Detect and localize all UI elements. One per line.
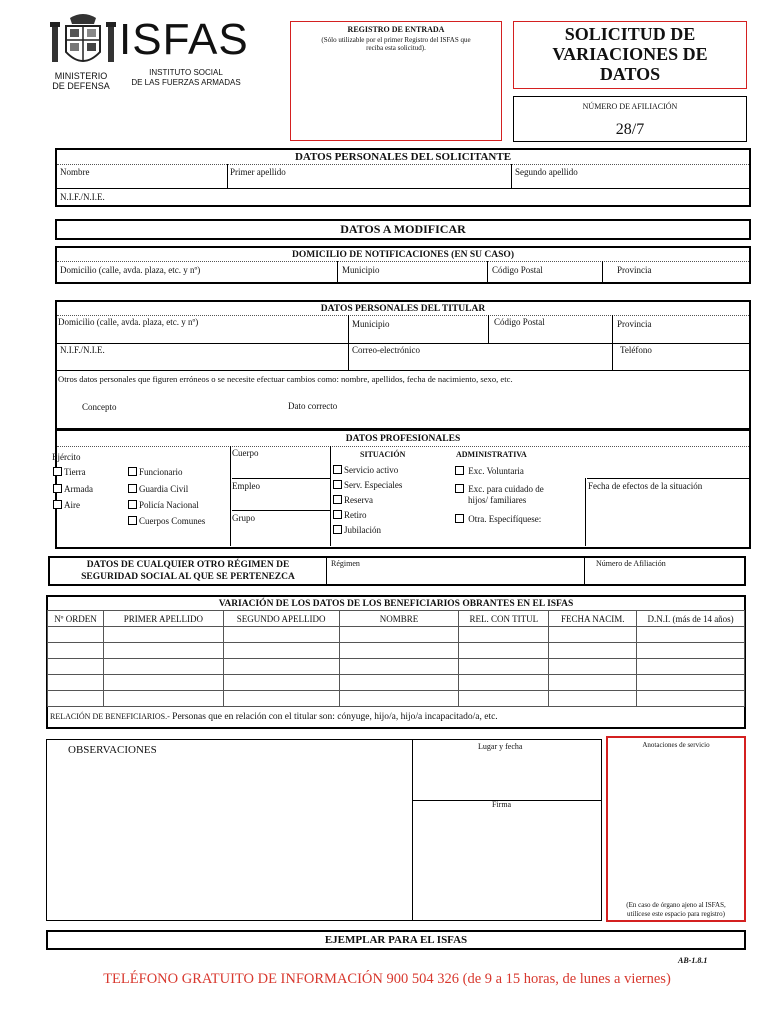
solicitante-title: DATOS PERSONALES DEL SOLICITANTE [294,151,512,163]
jubilacion-option[interactable]: Jubilación [333,525,381,536]
titular-telefono-field[interactable]: Teléfono [620,345,652,355]
column-header: Nº ORDEN [48,611,104,627]
relacion-beneficiarios-note: RELACIÓN DE BENEFICIARIOS.- Personas que en relación con el titular son: cónyuge, hijo/a, hijo/a incapacitado/a, etc. [50,712,498,722]
institute-line-1: INSTITUTO SOCIAL [149,68,223,77]
dato-correcto-field[interactable]: Dato correcto [288,401,338,411]
anotaciones-note-2: utilícese este espacio para registro) [627,910,725,918]
cuerpos-comunes-option[interactable]: Cuerpos Comunes [128,516,205,527]
checkbox-icon[interactable] [333,495,342,504]
form-code: AB-1.8.1 [678,956,708,965]
checkbox-icon[interactable] [333,510,342,519]
registro-note-2: reciba esta solicitud). [366,44,426,52]
table-row[interactable] [48,675,745,691]
anotaciones-title: Anotaciones de servicio [642,741,710,749]
ejercito-aire-option[interactable]: Aire [53,500,80,511]
ejercito-label: Ejército [52,452,81,462]
table-header-row [48,611,745,627]
exc-voluntaria-option[interactable]: Exc. Voluntaria [455,466,524,477]
exc-cuidado-line-2: hijos/ familiares [468,495,527,505]
ejercito-armada-option[interactable]: Armada [53,484,93,495]
beneficiarios-table [47,610,745,707]
column-header: D.N.I. (más de 14 años) [637,611,745,627]
concepto-field[interactable]: Concepto [82,402,117,412]
form-title-1: SOLICITUD DE [564,24,696,44]
table-row[interactable] [48,627,745,643]
regimen-field[interactable]: Régimen [331,559,360,568]
grupo-field[interactable]: Grupo [232,513,255,523]
column-header: PRIMER APELLIDO [103,611,223,627]
registro-note-1: (Sólo utilizable por el primer Registro del ISFAS que [321,36,471,44]
policia-nacional-option[interactable]: Policía Nacional [128,500,199,511]
observaciones-box [46,739,602,921]
institute-line-2: DE LAS FUERZAS ARMADAS [131,78,241,87]
registro-title: REGISTRO DE ENTRADA [347,25,445,34]
reserva-option[interactable]: Reserva [333,495,373,506]
servicio-activo-option[interactable]: Servicio activo [333,465,398,476]
profesionales-title: DATOS PROFESIONALES [345,434,461,444]
checkbox-icon[interactable] [455,484,464,493]
column-header: FECHA NACIM. [549,611,637,627]
segundo-apellido-field[interactable]: Segundo apellido [515,167,578,177]
ministry-line-1: MINISTERIO [54,71,108,81]
checkbox-icon[interactable] [53,500,62,509]
checkbox-icon[interactable] [128,500,137,509]
empleo-field[interactable]: Empleo [232,481,260,491]
checkbox-icon[interactable] [53,484,62,493]
checkbox-icon[interactable] [128,516,137,525]
telefono-gratuito-banner: TELÉFONO GRATUITO DE INFORMACIÓN 900 504 326 (de 9 a 15 horas, de lunes a viernes) [103,971,671,987]
numero-afiliacion-regimen-field[interactable]: Número de Afiliación [596,559,666,568]
anotaciones-box [606,736,746,922]
column-header: REL. CON TITUL [459,611,549,627]
domicilio-title: DOMICILIO DE NOTIFICACIONES (EN SU CASO) [292,250,514,260]
checkbox-icon[interactable] [455,466,464,475]
administrativa-label: ADMINISTRATIVA [456,450,527,459]
lugar-fecha-field[interactable]: Lugar y fecha [478,742,523,751]
titular-municipio-field[interactable]: Municipio [352,319,390,329]
exc-cuidado-option[interactable]: Exc. para cuidado de [455,484,544,495]
domicilio-municipio-field[interactable]: Municipio [342,265,380,275]
otra-option[interactable]: Otra. Especifíquese: [455,514,541,525]
domicilio-cp-field[interactable]: Código Postal [492,265,543,275]
table-row[interactable] [48,643,745,659]
cuerpo-field[interactable]: Cuerpo [232,448,259,458]
nombre-field[interactable]: Nombre [60,167,90,177]
situacion-label: SITUACIÓN [360,450,406,459]
firma-field[interactable]: Firma [492,800,512,809]
checkbox-icon[interactable] [333,480,342,489]
serv-especiales-option[interactable]: Serv. Especiales [333,480,402,491]
coat-of-arms-icon [50,12,116,72]
primer-apellido-field[interactable]: Primer apellido [230,167,286,177]
ejemplar-label: EJEMPLAR PARA EL ISFAS [324,934,468,946]
titular-domicilio-field[interactable]: Domicilio (calle, avda. plaza, etc. y nº) [58,317,199,327]
ministry-line-2: DE DEFENSA [52,81,110,91]
checkbox-icon[interactable] [455,514,464,523]
otro-regimen-title-2: SEGURIDAD SOCIAL AL QUE SE PERTENEZCA [81,572,295,582]
ejercito-tierra-option[interactable]: Tierra [53,467,86,478]
titular-correo-field[interactable]: Correo-electrónico [352,345,420,355]
checkbox-icon[interactable] [333,465,342,474]
anotaciones-note-1: (En caso de órgano ajeno al ISFAS, [626,901,726,909]
funcionario-option[interactable]: Funcionario [128,467,183,478]
otros-datos-note: Otros datos personales que figuren erróneos o se necesite efectuar cambios como: nombre, apellidos, fecha de nacimiento, sexo, etc. [58,374,513,384]
form-title-2: VARIACIONES DE [552,44,708,64]
guardia-civil-option[interactable]: Guardia Civil [128,484,188,495]
retiro-option[interactable]: Retiro [333,510,367,521]
titular-cp-field[interactable]: Código Postal [494,317,545,327]
column-header: NOMBRE [339,611,459,627]
beneficiarios-title: VARIACIÓN DE LOS DATOS DE LOS BENEFICIARIOS OBRANTES EN EL ISFAS [218,599,574,609]
domicilio-provincia-field[interactable]: Provincia [617,265,652,275]
fecha-efectos-field[interactable]: Fecha de efectos de la situación [588,481,703,491]
checkbox-icon[interactable] [128,467,137,476]
column-header: SEGUNDO APELLIDO [223,611,339,627]
afiliacion-value[interactable]: 28/7 [615,121,645,138]
form-title-3: DATOS [599,64,661,84]
table-row[interactable] [48,691,745,707]
checkbox-icon[interactable] [53,467,62,476]
afiliacion-label: NÚMERO DE AFILIACIÓN [582,102,678,111]
observaciones-title[interactable]: OBSERVACIONES [68,744,157,756]
modificar-title: DATOS A MODIFICAR [340,222,466,236]
checkbox-icon[interactable] [333,525,342,534]
titular-title: DATOS PERSONALES DEL TITULAR [320,304,486,314]
table-row[interactable] [48,659,745,675]
checkbox-icon[interactable] [128,484,137,493]
solicitante-nif-field[interactable]: N.I.F./N.I.E. [60,192,105,202]
otro-regimen-title-1: DATOS DE CUALQUIER OTRO RÉGIMEN DE [86,560,290,570]
domicilio-field[interactable]: Domicilio (calle, avda. plaza, etc. y nº) [60,265,201,275]
titular-provincia-field[interactable]: Provincia [617,319,652,329]
titular-nif-field[interactable]: N.I.F./N.I.E. [60,345,105,355]
isfas-logo: ISFAS [119,15,249,64]
